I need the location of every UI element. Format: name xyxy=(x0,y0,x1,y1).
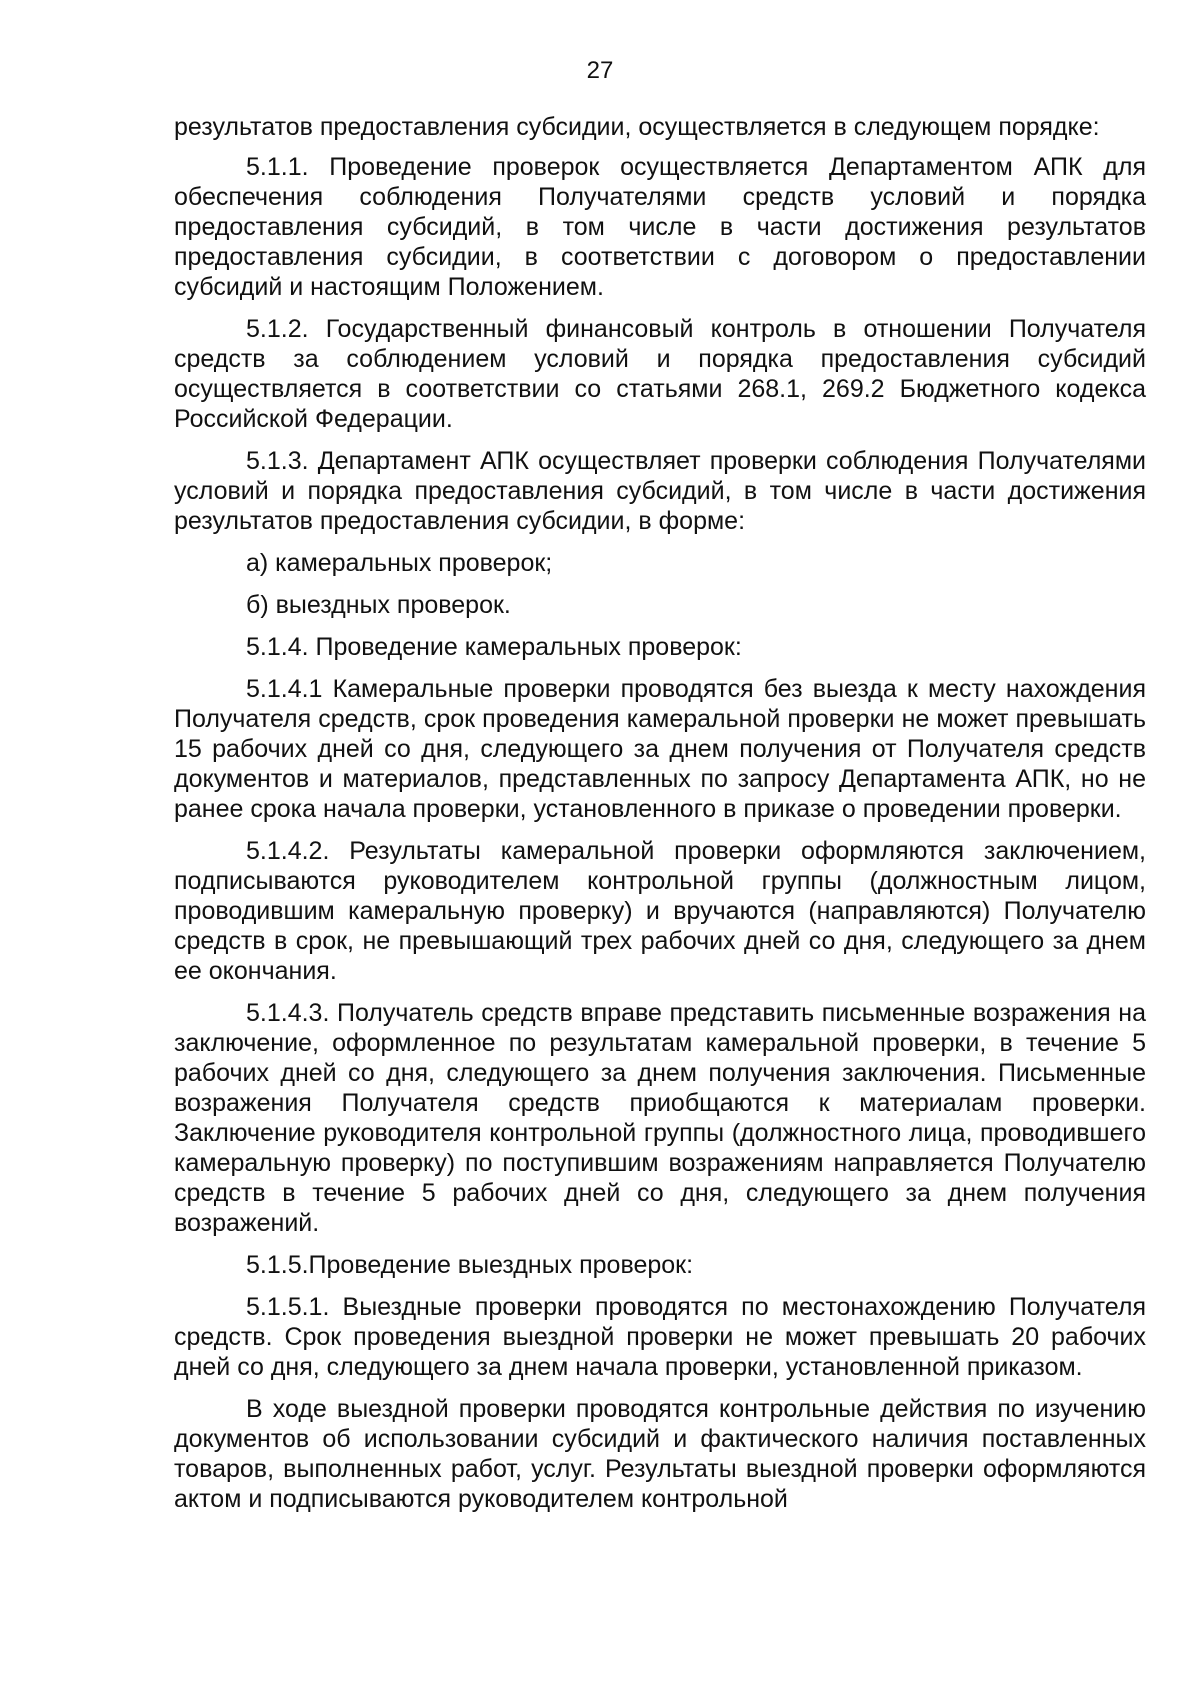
document-body xyxy=(174,112,1146,1526)
paragraph-5-1-4-2: 5.1.4.2. Результаты камеральной проверки оформляются заключением, подписываются руководителем контрольной группы (должностным лицом, проводившим камеральную проверку) и вручаются (направляются) Получателю средств в срок, не превышающий трех рабочих дней со дня, следующего за днем ее окончания. xyxy=(174,837,1146,985)
list-item-b: б) выездных проверок. xyxy=(246,591,511,619)
paragraph: результатов предоставления субсидии, осуществляется в следующем порядке: xyxy=(174,113,1100,141)
paragraph-5-1-2: 5.1.2. Государственный финансовый контроль в отношении Получателя средств за соблюдением условий и порядка предоставления субсидий осуществляется в соответствии со статьями 268.1, 269.2 Бюджетного кодекса Российской Федерации. xyxy=(174,315,1146,433)
paragraph-field-check: В ходе выездной проверки проводятся контрольные действия по изучению документов об использовании субсидий и фактического наличия поставленных товаров, выполненных работ, услуг. Результаты выездной проверки оформляются актом и подписываются руководителем контрольной xyxy=(174,1395,1146,1513)
paragraph-5-1-5: 5.1.5.Проведение выездных проверок: xyxy=(246,1251,694,1279)
list-item-a: а) камеральных проверок; xyxy=(246,549,553,577)
paragraph-5-1-4-3: 5.1.4.3. Получатель средств вправе представить письменные возражения на заключение, оформленное по результатам камеральной проверки, в течение 5 рабочих дней со дня, следующего за днем получения заключения. Письменные возражения Получателя средств приобщаются к материалам проверки. Заключение руководителя контрольной группы (должностного лица, проводившего камеральную проверку) по поступившим возражениям направляется Получателю средств в течение 5 рабочих дней со дня, следующего за днем получения возражений. xyxy=(174,999,1146,1237)
paragraph-5-1-5-1: 5.1.5.1. Выездные проверки проводятся по местонахождению Получателя средств. Срок проведения выездной проверки не может превышать 20 рабочих дней со дня, следующего за днем начала проверки, установленной приказом. xyxy=(174,1293,1146,1381)
paragraph-5-1-4: 5.1.4. Проведение камеральных проверок: xyxy=(246,633,742,661)
paragraph-5-1-3: 5.1.3. Департамент АПК осуществляет проверки соблюдения Получателями условий и порядка предоставления субсидий, в том числе в части достижения результатов предоставления субсидии, в форме: xyxy=(174,447,1146,535)
page-number: 27 xyxy=(586,57,614,84)
paragraph-5-1-1: 5.1.1. Проведение проверок осуществляется Департаментом АПК для обеспечения соблюдения Получателями средств условий и порядка предоставления субсидий, в том числе в части достижения результатов предоставления субсидии, в соответствии с договором о предоставлении субсидий и настоящим Положением. xyxy=(174,153,1146,301)
paragraph-5-1-4-1: 5.1.4.1 Камеральные проверки проводятся без выезда к месту нахождения Получателя средств, срок проведения камеральной проверки не может превышать 15 рабочих дней со дня, следующего за днем получения от Получателя средств документов и материалов, представленных по запросу Департамента АПК, но не ранее срока начала проверки, установленного в приказе о проведении проверки. xyxy=(174,675,1146,823)
